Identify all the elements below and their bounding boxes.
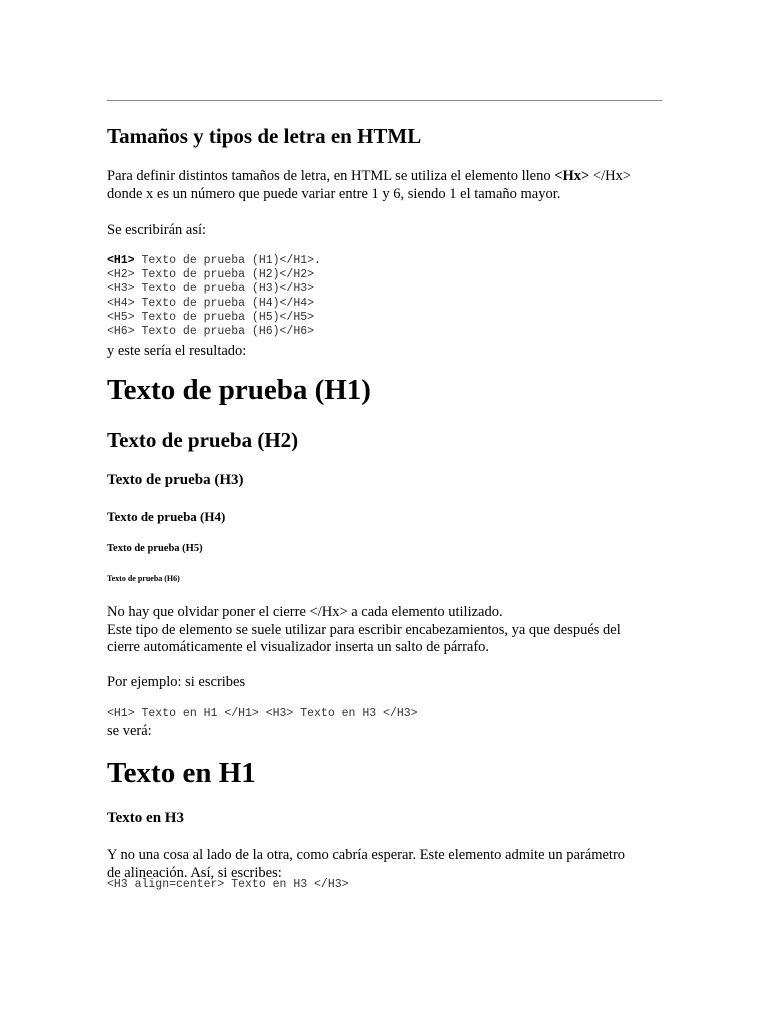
- resultado-text: y este sería el resultado:: [107, 343, 247, 359]
- intro-line-2: donde x es un número que puede variar entre 1 y 6, siendo 1 el tamaño mayor.: [107, 186, 561, 202]
- page-title: Tamaños y tipos de letra en HTML: [107, 124, 422, 148]
- code-line-h6: <H6> Texto de prueba (H6)</H6>: [107, 325, 315, 338]
- sample-h4: Texto de prueba (H4): [107, 509, 226, 524]
- code-line-h4: <H4> Texto de prueba (H4)</H4>: [107, 297, 315, 310]
- final-code: <H3 align=center> Texto en H3 </H3>: [107, 878, 349, 891]
- cierre-line-1: No hay que olvidar poner el cierre </Hx> a cada elemento utilizado.: [107, 604, 503, 620]
- code-line-h2: <H2> Texto de prueba (H2)</H2>: [107, 268, 315, 281]
- code-line-h5: <H5> Texto de prueba (H5)</H5>: [107, 311, 315, 324]
- se-vera-text: se verá:: [107, 723, 152, 739]
- result-h1: Texto en H1: [107, 757, 256, 789]
- sample-h5: Texto de prueba (H5): [107, 543, 203, 554]
- cierre-line-2: Este tipo de elemento se suele utilizar para escribir encabezamientos, ya que después del: [107, 622, 621, 638]
- cierre-line-3: cierre automáticamente el visualizador inserta un salto de párrafo.: [107, 639, 490, 655]
- sample-h1: Texto de prueba (H1): [107, 374, 371, 406]
- final-line-2: de alineación. Así, si escribes:: [107, 865, 282, 881]
- sample-h2: Texto de prueba (H2): [107, 428, 299, 452]
- horizontal-rule: [107, 100, 662, 101]
- intro-tag-close: </Hx>: [589, 168, 632, 184]
- ejemplo-code: <H1> Texto en H1 </H1> <H3> Texto en H3 </H3>: [107, 707, 418, 720]
- intro-text: Para definir distintos tamaños de letra, en HTML se utiliza el elemento lleno: [107, 168, 555, 184]
- se-escribiran-text: Se escribirán así:: [107, 222, 207, 238]
- code-tag-h1-bold: <H1>: [107, 254, 135, 267]
- final-line-1: Y no una cosa al lado de la otra, como cabría esperar. Este elemento admite un parámetro: [107, 847, 626, 863]
- result-h3: Texto en H3: [107, 810, 184, 826]
- sample-h6: Texto de prueba (H6): [107, 574, 180, 583]
- code-line-h1-rest: Texto de prueba (H1)</H1>.: [134, 254, 321, 267]
- intro-tag-bold: <Hx>: [554, 168, 590, 184]
- sample-h3: Texto de prueba (H3): [107, 472, 244, 488]
- intro-line-1: [107, 167, 631, 185]
- ejemplo-text: Por ejemplo: si escribes: [107, 674, 246, 690]
- code-line-h1: [107, 254, 321, 268]
- code-line-h3: <H3> Texto de prueba (H3)</H3>: [107, 282, 315, 295]
